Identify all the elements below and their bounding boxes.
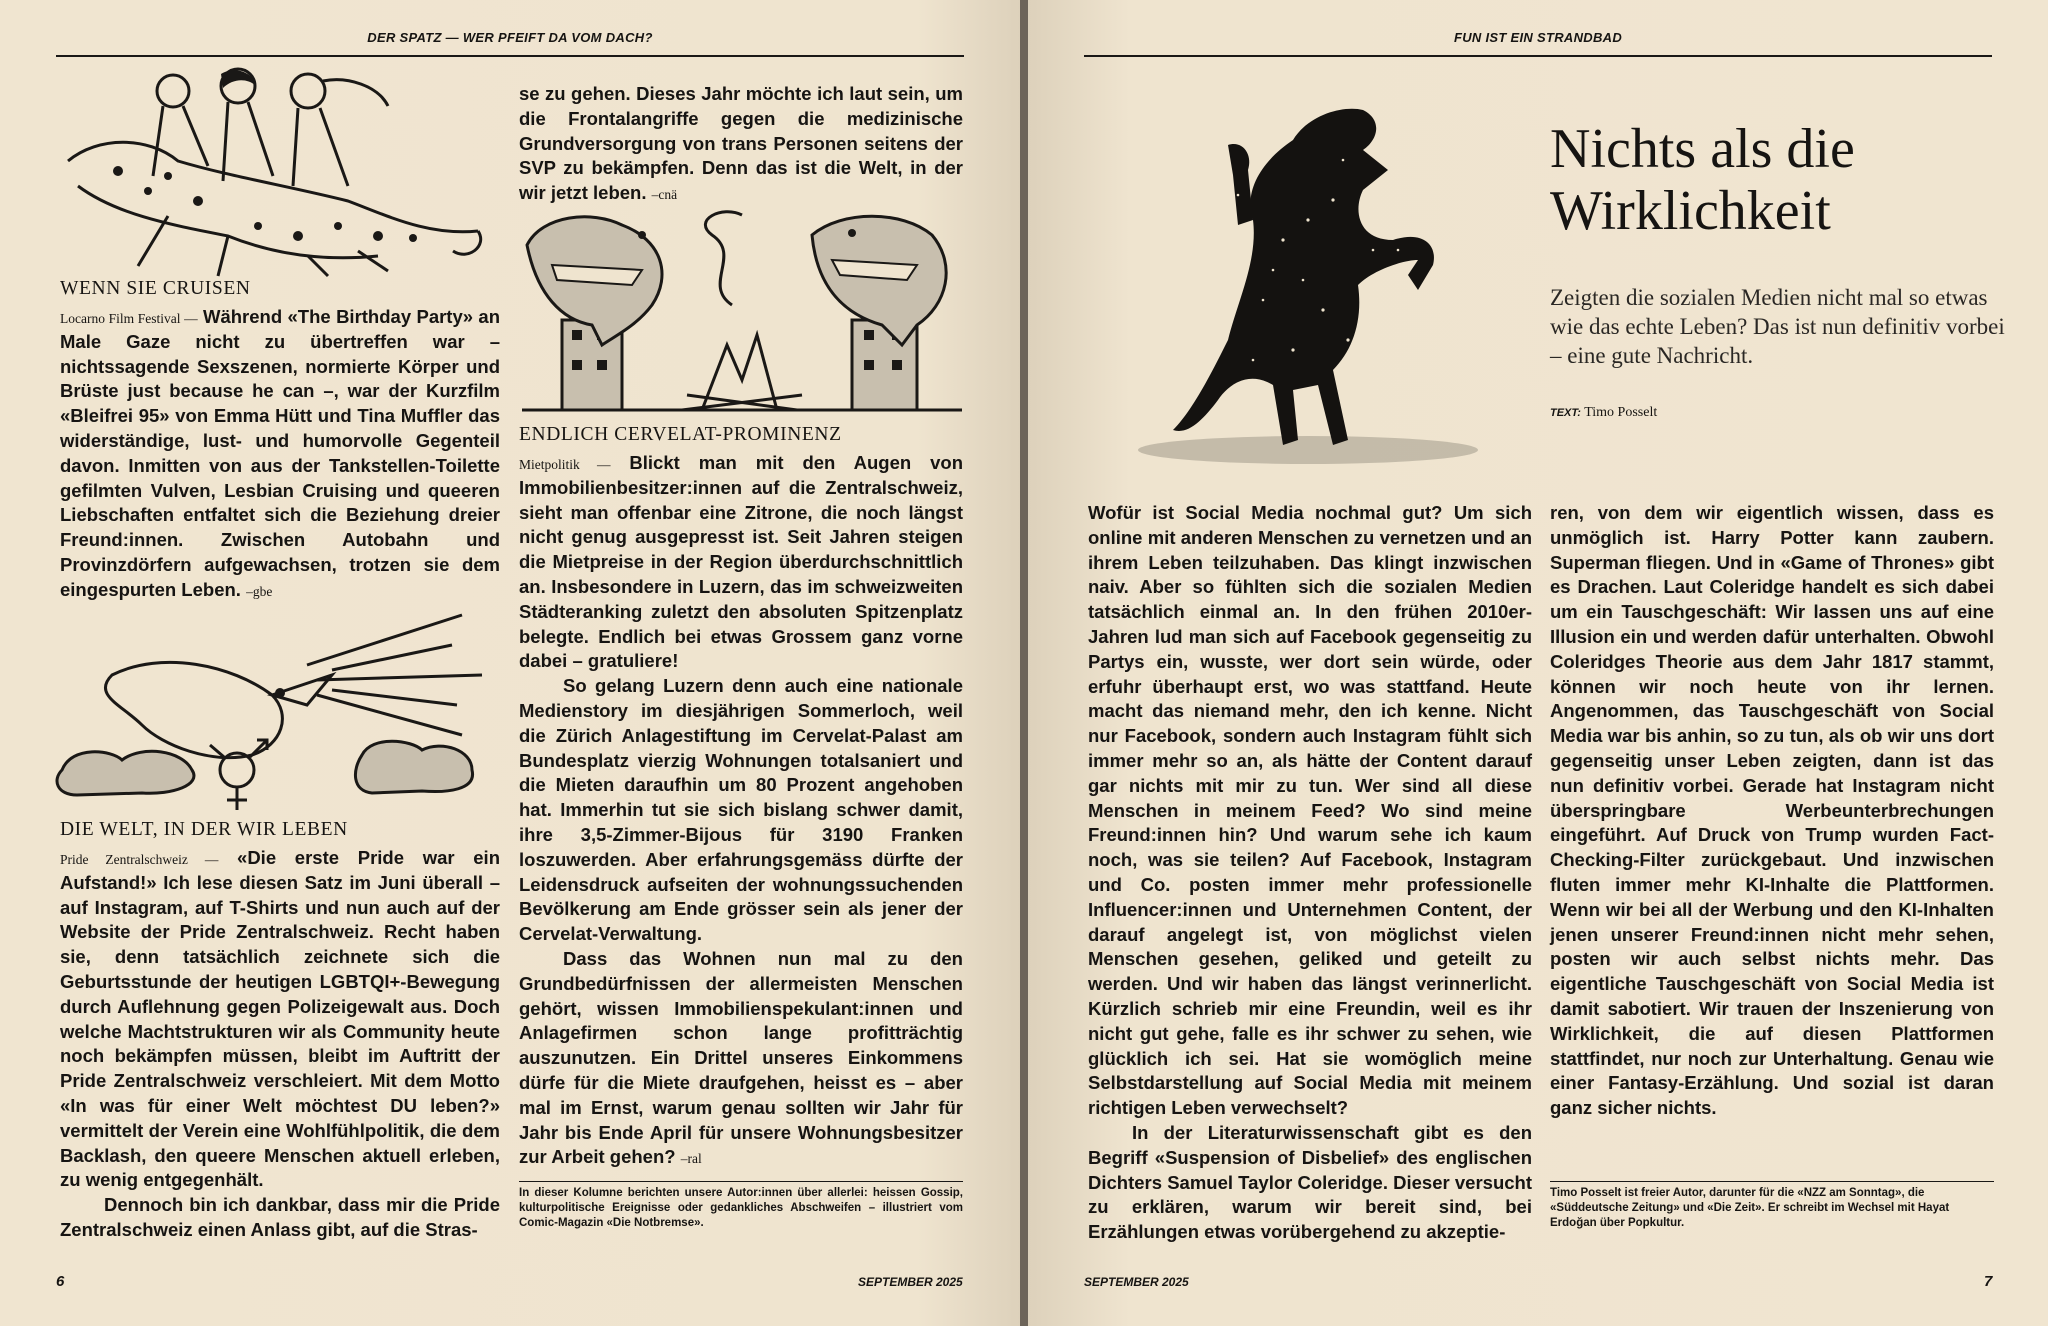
running-head-right: FUN IST EIN STRANDBAD <box>1453 30 1623 45</box>
article-text-miet-3: Dass das Wohnen nun mal zu den Grundbedürfnissen der allermeisten Menschen gehört, wissen Immobilienspekulant:innen und Anlagefirmen schon lange profitträchtig auszunutzen. Ein Drittel unseres Einkommens dürfe für die Miete draufgehen, heisst es – aber mal im Ernst, warum genau sollten wir Jahr für Jahr bis Ende April für unsere Wohnungsbesitzer zur Arbeit gehen? <box>519 947 963 1168</box>
left-column-2b <box>519 423 963 1170</box>
signature-gbe: –gbe <box>246 583 273 599</box>
left-column-1 <box>60 277 500 603</box>
footer-date-right: SEPTEMBER 2025 <box>1084 1275 1189 1289</box>
left-column-1b <box>60 818 500 1243</box>
byline <box>1550 405 1657 421</box>
rearing-horse-illustration <box>1133 100 1493 470</box>
heading-die-welt: DIE WELT, IN DER WIR LEBEN <box>60 819 348 840</box>
article-title-line-1: Nichts als die <box>1550 118 1855 180</box>
signature-cna: –cnä <box>651 187 678 203</box>
article-lede: Zeigten die sozialen Medien nicht mal so etwas wie das echte Leben? Das ist nun definitiv vorbei – eine gute Nachricht. <box>1550 285 2005 368</box>
left-page <box>0 0 1020 1326</box>
source-pride: Pride Zentralschweiz — <box>60 852 219 867</box>
source-locarno: Locarno Film Festival — <box>60 311 198 326</box>
source-mietpolitik: Mietpolitik — <box>519 457 611 472</box>
page-number-right: 7 <box>1984 1273 1993 1290</box>
sharks-fire-illustration <box>522 195 962 420</box>
byline-label: TEXT: <box>1550 407 1581 419</box>
right-column-2 <box>1550 501 1994 1121</box>
body-text-1: Wofür ist Social Media nochmal gut? Um sich online mit anderen Menschen zu vernetzen und an ihrem Leben teilzuhaben. Das klingt inzwischen naiv. Aber so fühlten sich die sozialen Medien tatsächlich einmal an. In den frühen 2010er-Jahren lud man sich auf Facebook gegenseitig zu Partys ein, wusste, wer dort sein würde, oder erfuhr überhaupt erst, wo was stattfand. Heute macht das niemand mehr, den ich kenne. Nicht nur Facebook, sondern auch Instagram fühlt sich immer mehr so an, als hätte der Content darauf gar nichts mit mir zu tun. Wer sind all diese Menschen in meinem Feed? Wo sind meine Freund:innen hin? Und warum sehe ich kaum noch, was sie teilen? Auf Facebook, Instagram und Co. posten immer mehr professionelle Influencer:innen und Unternehmen Content, der darauf angelegt ist, von möglichst vielen Menschen gesehen, geliked und geteilt zu werden. Und wir haben das längst verinnerlicht. Kürzlich schrieb mir eine Freundin, weil es ihr nicht gut gehe, falle es ihr schwer zu sehen, wie glücklich ich sei. Hat sie womöglich meine Selbstdarstellung auf Social Media mit meinem richtigen Leben verwechselt? <box>1088 502 1532 1119</box>
cheetah-riders-illustration <box>58 66 498 281</box>
running-head-left: DER SPATZ — WER PFEIFT DA VOM DACH? <box>367 30 653 45</box>
header-rule-right <box>1084 55 1992 57</box>
body-text-2: In der Literaturwissenschaft gibt es den Begriff «Suspension of Disbelief» des englischen Dichters Samuel Taylor Coleridge. Dieser versucht zu erklären, warum wir bereit sind, bei Erzählungen etwas vorübergehend zu akzeptie- <box>1088 1121 1532 1243</box>
article-text-miet-1: Blickt man mit den Augen von Immobilienbesitzer:innen auf die Zentralschweiz, sieht man offenbar eine Zitrone, die noch längst nicht genug ausgepresst ist. Seit Jahren steigen die Mietpreise in der Region überdurchschnittlich an. Insbesondere in Luzern, das im schweizweiten Städteranking zuletzt den absoluten Spitzenplatz belegte. Endlich bei etwas Grossem ganz vorne dabei – gratuliere! <box>519 452 964 672</box>
header-rule-left <box>56 55 964 57</box>
article-text-cruisen: Während «The Birthday Party» an Male Gaze nicht zu übertreffen war – nichtssagende Sexszenen, normierte Körper und Brüste just because he can –, war der Kurzfilm «Bleifrei 95» von Emma Hütt und Tina Muffler das widerständige, lust- und humorvolle Gegenteil davon. Inmitten von aus der Tankstellen-Toilette gefilmten Vulven, Lesbian Cruising und queeren Liebschaften entfaltet sich die Beziehung dreier Freund:innen. Zwischen Autobahn und Provinzdörfern aufgewachsen, trotzen sie dem eingespurten Leben. <box>60 306 501 600</box>
article-text-miet-2: So gelang Luzern denn auch eine nationale Medienstory im diesjährigen Sommerloch, weil die Zürich Anlagestiftung im Cervelat-Palast am Bundesplatz vierzig Wohnungen totalsaniert und die Mieten daraufhin um 80 Prozent angehoben hat. Immerhin tut sie sich bislang schwer damit, ihre 3,5-Zimmer-Bijous für 3190 Franken loszuwerden. Aber erfahrungsgemäss dürfte der Leidensdruck aufseiten der wohnungssuchenden Bevölkerung am Ende grösser sein als jener der Cervelat-Verwaltung. <box>519 675 963 945</box>
footer-date-left: SEPTEMBER 2025 <box>858 1275 963 1289</box>
heading-cervelat: ENDLICH CERVELAT-PROMINENZ <box>519 424 842 445</box>
note-rule-right <box>1550 1181 1994 1182</box>
article-title <box>1550 118 2030 242</box>
article-text-pride-2: Dennoch bin ich dankbar, dass mir die Pride Zentralschweiz einen Anlass gibt, auf die Stras- <box>60 1194 500 1240</box>
note-rule-left <box>519 1181 963 1182</box>
signature-ral: –ral <box>680 1151 702 1167</box>
column-note: In dieser Kolumne berichten unsere Autor:innen über allerlei: heissen Gossip, kulturpolitische Ereignisse oder gedankliches Abschweifen – illustriert vom Comic-Magazin «Die Notbremse». <box>519 1187 963 1229</box>
author-note: Timo Posselt ist freier Autor, darunter für die «NZZ am Sonntag», die «Süddeutsche Zeitung» und «Die Zeit». Er schreibt im Wechsel mit Hayat Erdoğan über Popkultur. <box>1550 1187 1950 1229</box>
heading-wenn-sie-cruisen: WENN SIE CRUISEN <box>60 278 251 299</box>
bird-trans-symbol-illustration <box>52 605 492 820</box>
page-number-left: 6 <box>56 1273 65 1290</box>
article-title-line-2: Wirklichkeit <box>1550 180 1831 242</box>
article-text-carry: se zu gehen. Dieses Jahr möchte ich laut sein, um die Frontalangriffe gegen die medizinische Grundversorgung von trans Personen seitens der SVP zu bekämpfen. Denn das ist die Welt, in der wir jetzt leben. <box>519 83 963 204</box>
body-text-3: ren, von dem wir eigentlich wissen, dass es unmöglich ist. Harry Potter kann zaubern. Superman fliegen. Und in «Game of Thrones» gibt es Drachen. Laut Coleridge handelt es sich dabei um ein Tauschgeschäft: Wir lassen uns auf eine Illusion ein und werden dafür unterhalten. Obwohl Coleridges Theorie aus dem Jahr 1817 stammt, können wir noch heute von ihr lernen. Angenommen, das Tauschgeschäft von Social Media war bis anhin, so zu tun, als ob wir uns dort gegenseitig unser Leben zeigten, dann ist das nun definitiv vorbei. Gerade hat Instagram nicht überspringbare Werbeunterbrechungen eingeführt. Auf Druck von Trump wurden Fact-Checking-Filter zurückgebaut. Und inzwischen fluten immer mehr KI-Inhalte die Plattformen. Wenn wir bei all der Werbung und den KI-Inhalten jenen unserer Freund:innen nicht mehr sehen, posten wir auch selbst nichts mehr. Das eigentliche Tauschgeschäft von Social Media ist damit sabotiert. Wir trauen der Inszenierung von Wirklichkeit, die auf diesen Plattformen stattfindet, nur noch zur Unterhaltung. Genau wie einer Fantasy-Erzählung. Und sozial ist daran ganz sicher nichts. <box>1550 502 1994 1119</box>
right-page <box>1028 0 2048 1326</box>
article-text-pride: «Die erste Pride war ein Aufstand!» Ich lese diesen Satz im Juni überall – auf Instagram, auf T-Shirts und nun auch auf der Website der Pride Zentralschweiz. Recht haben sie, denn tatsächlich zeichnete sich die Geburtsstunde der heutigen LGBTQI+-Bewegung durch Auflehnung gegen Polizeigewalt aus. Doch welche Machtstrukturen wir als Community heute noch bekämpfen müssen, bleibt im Auftritt der Pride Zentralschweiz verschleiert. Mit dem Motto «In was für einer Welt möchtest DU leben?» vermittelt der Verein eine Wohlfühlpolitik, die dem Backlash, den queere Menschen aktuell erleben, zu wenig entgegenhält. <box>60 847 501 1191</box>
byline-author: Timo Posselt <box>1584 405 1658 420</box>
right-column-1 <box>1088 501 1532 1245</box>
left-column-2 <box>519 82 963 206</box>
